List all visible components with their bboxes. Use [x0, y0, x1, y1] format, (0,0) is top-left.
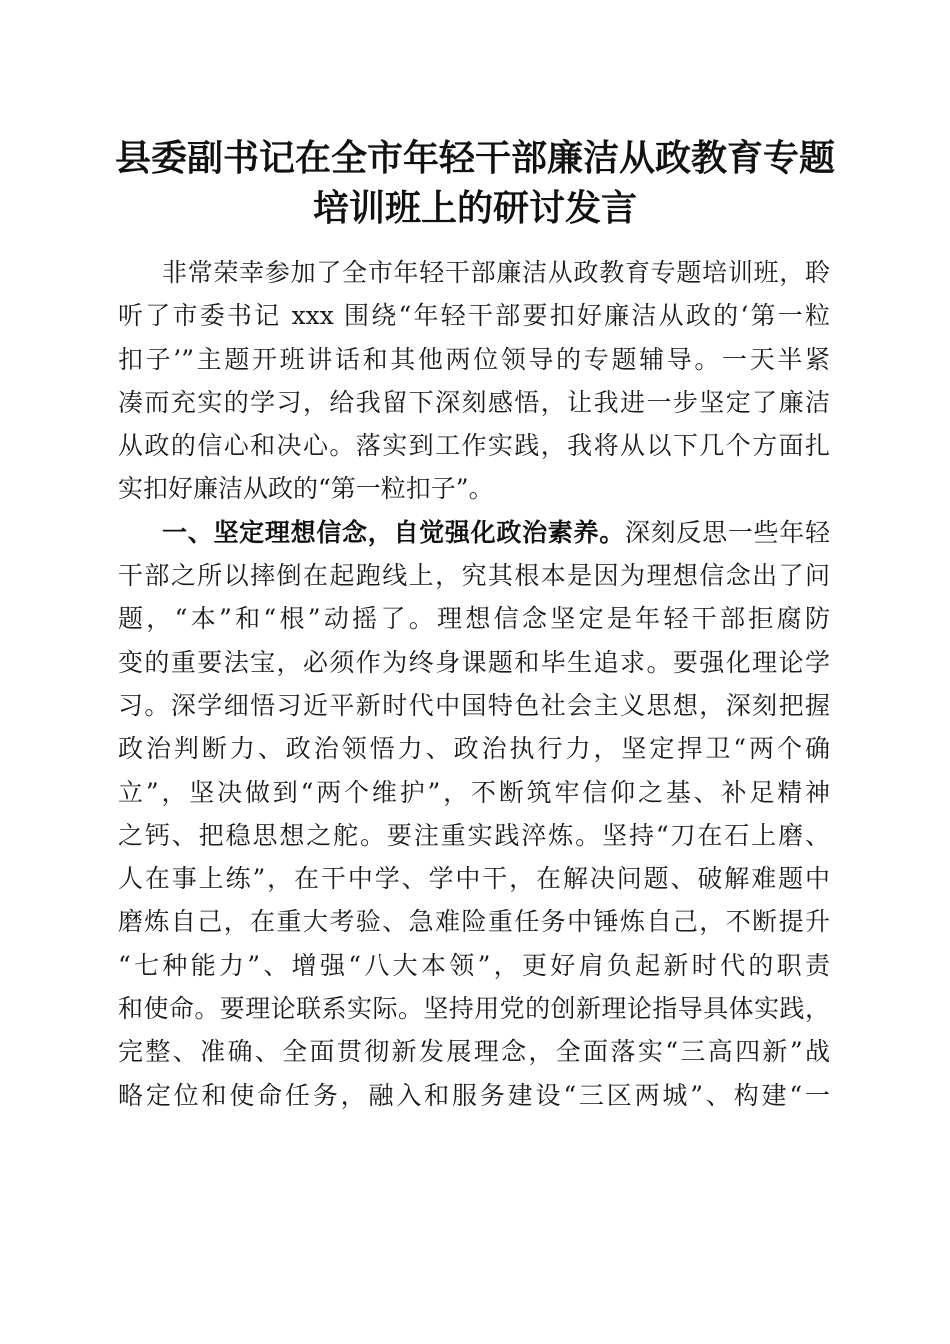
text-line: 实扣好廉洁从政的“第一粒扣子”。 [118, 474, 494, 504]
text-line: 听了市委书记 xxx 围绕“年轻干部要扣好廉洁从政的‘第一粒 [118, 301, 830, 331]
text-line: 从政的信心和决心。落实到工作实践，我将从以下几个方面扎 [118, 431, 830, 461]
section-text-run: 深刻反思一些年轻 [624, 517, 830, 547]
text-line: 完整、准确、全面贯彻新发展理念，全面落实“三高四新”战 [118, 1037, 830, 1067]
text-line: 政治判断力、政治领悟力、政治执行力，坚定捍卫“两个确 [118, 734, 830, 764]
text-line [118, 511, 830, 554]
text-line: 习。深学细悟习近平新时代中国特色社会主义思想，深刻把握 [118, 690, 830, 720]
section-heading: 一、坚定理想信念，自觉强化政治素养。 [162, 517, 625, 547]
text-line: 凑而充实的学习，给我留下深刻感悟，让我进一步坚定了廉洁 [118, 387, 830, 417]
document-title-line-2: 培训班上的研讨发言 [312, 187, 637, 229]
text-line: “七种能力”、增强“八大本领”，更好肩负起新时代的职责 [118, 950, 830, 980]
text-line: 扣子’”主题开班讲话和其他两位领导的专题辅导。一天半紧 [118, 344, 830, 374]
text-line: 干部之所以摔倒在起跑线上，究其根本是因为理想信念出了问 [118, 561, 830, 591]
text-line: 和使命。要理论联系实际。坚持用党的创新理论指导具体实践， [118, 994, 830, 1024]
text-line: 磨炼自己，在重大考验、急难险重任务中锤炼自己，不断提升 [118, 907, 830, 937]
paragraph-section-1 [118, 511, 830, 1117]
text-line: 略定位和使命任务，融入和服务建设“三区两城”、构建“一 [118, 1080, 830, 1110]
text-line: 非常荣幸参加了全市年轻干部廉洁从政教育专题培训班，聆 [162, 258, 830, 287]
text-line: 题，“本”和“根”动摇了。理想信念坚定是年轻干部拒腐防 [118, 604, 830, 634]
document-title-line-1: 县委副书记在全市年轻干部廉洁从政教育专题 [114, 137, 835, 179]
text-line: 立”，坚决做到“两个维护”，不断筑牢信仰之基、补足精神 [118, 777, 830, 807]
document-body [118, 251, 830, 1117]
text-line: 变的重要法宝，必须作为终身课题和毕生追求。要强化理论学 [118, 647, 830, 677]
text-line: 之钙、把稳思想之舵。要注重实践淬炼。坚持“刀在石上磨、 [118, 820, 830, 850]
text-line: 人在事上练”，在干中学、学中干，在解决问题、破解难题中 [118, 864, 830, 894]
paragraph-intro [118, 251, 830, 511]
